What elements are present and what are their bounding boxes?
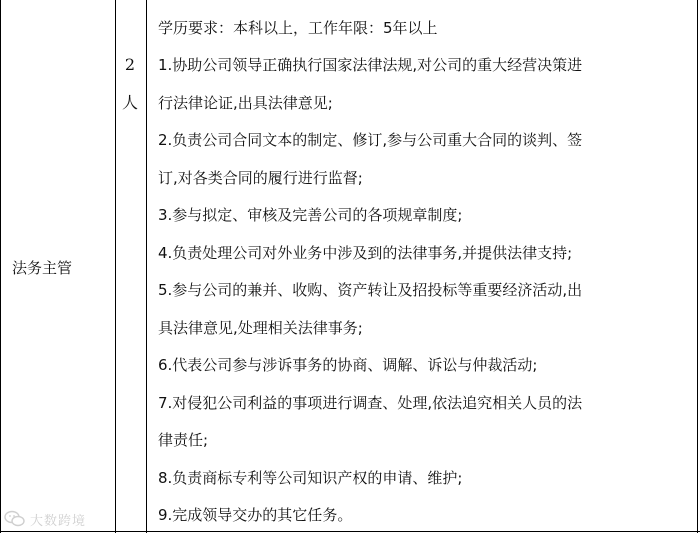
table-divider-1 — [115, 0, 116, 533]
duty-line: 8.负责商标专利等公司知识产权的申请、维护; — [158, 469, 463, 487]
duty-line: 7.对侵犯公司利益的事项进行调查、处理,依法追究相关人员的法 — [158, 394, 583, 412]
duty-line: 4.负责处理公司对外业务中涉及到的法律事务,并提供法律支持; — [158, 244, 573, 262]
duty-line: 2.负责公司合同文本的制定、修订,参与公司重大合同的谈判、签 — [158, 131, 583, 149]
headcount-number: 2 — [124, 55, 136, 74]
duty-line: 具法律意见,处理相关法律事务; — [158, 319, 363, 337]
duty-line: 行法律论证,出具法律意见; — [158, 94, 333, 112]
table-right-border — [697, 0, 698, 533]
duty-line: 订,对各类合同的履行进行监督; — [158, 169, 363, 187]
duty-line: 律责任; — [158, 431, 209, 449]
requirements-line: 学历要求：本科以上，工作年限：5年以上 — [158, 19, 438, 37]
duty-line: 9.完成领导交办的其它任务。 — [158, 506, 353, 524]
watermark-text: 大数跨境 — [30, 513, 87, 529]
duty-line: 3.参与拟定、审核及完善公司的各项规章制度; — [158, 206, 463, 224]
wechat-logo-icon — [4, 510, 26, 528]
table-left-border — [0, 0, 1, 533]
duty-line: 6.代表公司参与涉诉事务的协商、调解、诉讼与仲裁活动; — [158, 356, 538, 374]
table-divider-2 — [146, 0, 147, 533]
duty-line: 1.协助公司领导正确执行国家法律法规,对公司的重大经营决策进 — [158, 56, 583, 74]
position-title: 法务主管 — [12, 259, 73, 277]
duty-line: 5.参与公司的兼并、收购、资产转让及招投标等重要经济活动,出 — [158, 281, 583, 299]
headcount-unit: 人 — [121, 93, 138, 112]
watermark — [4, 508, 86, 530]
